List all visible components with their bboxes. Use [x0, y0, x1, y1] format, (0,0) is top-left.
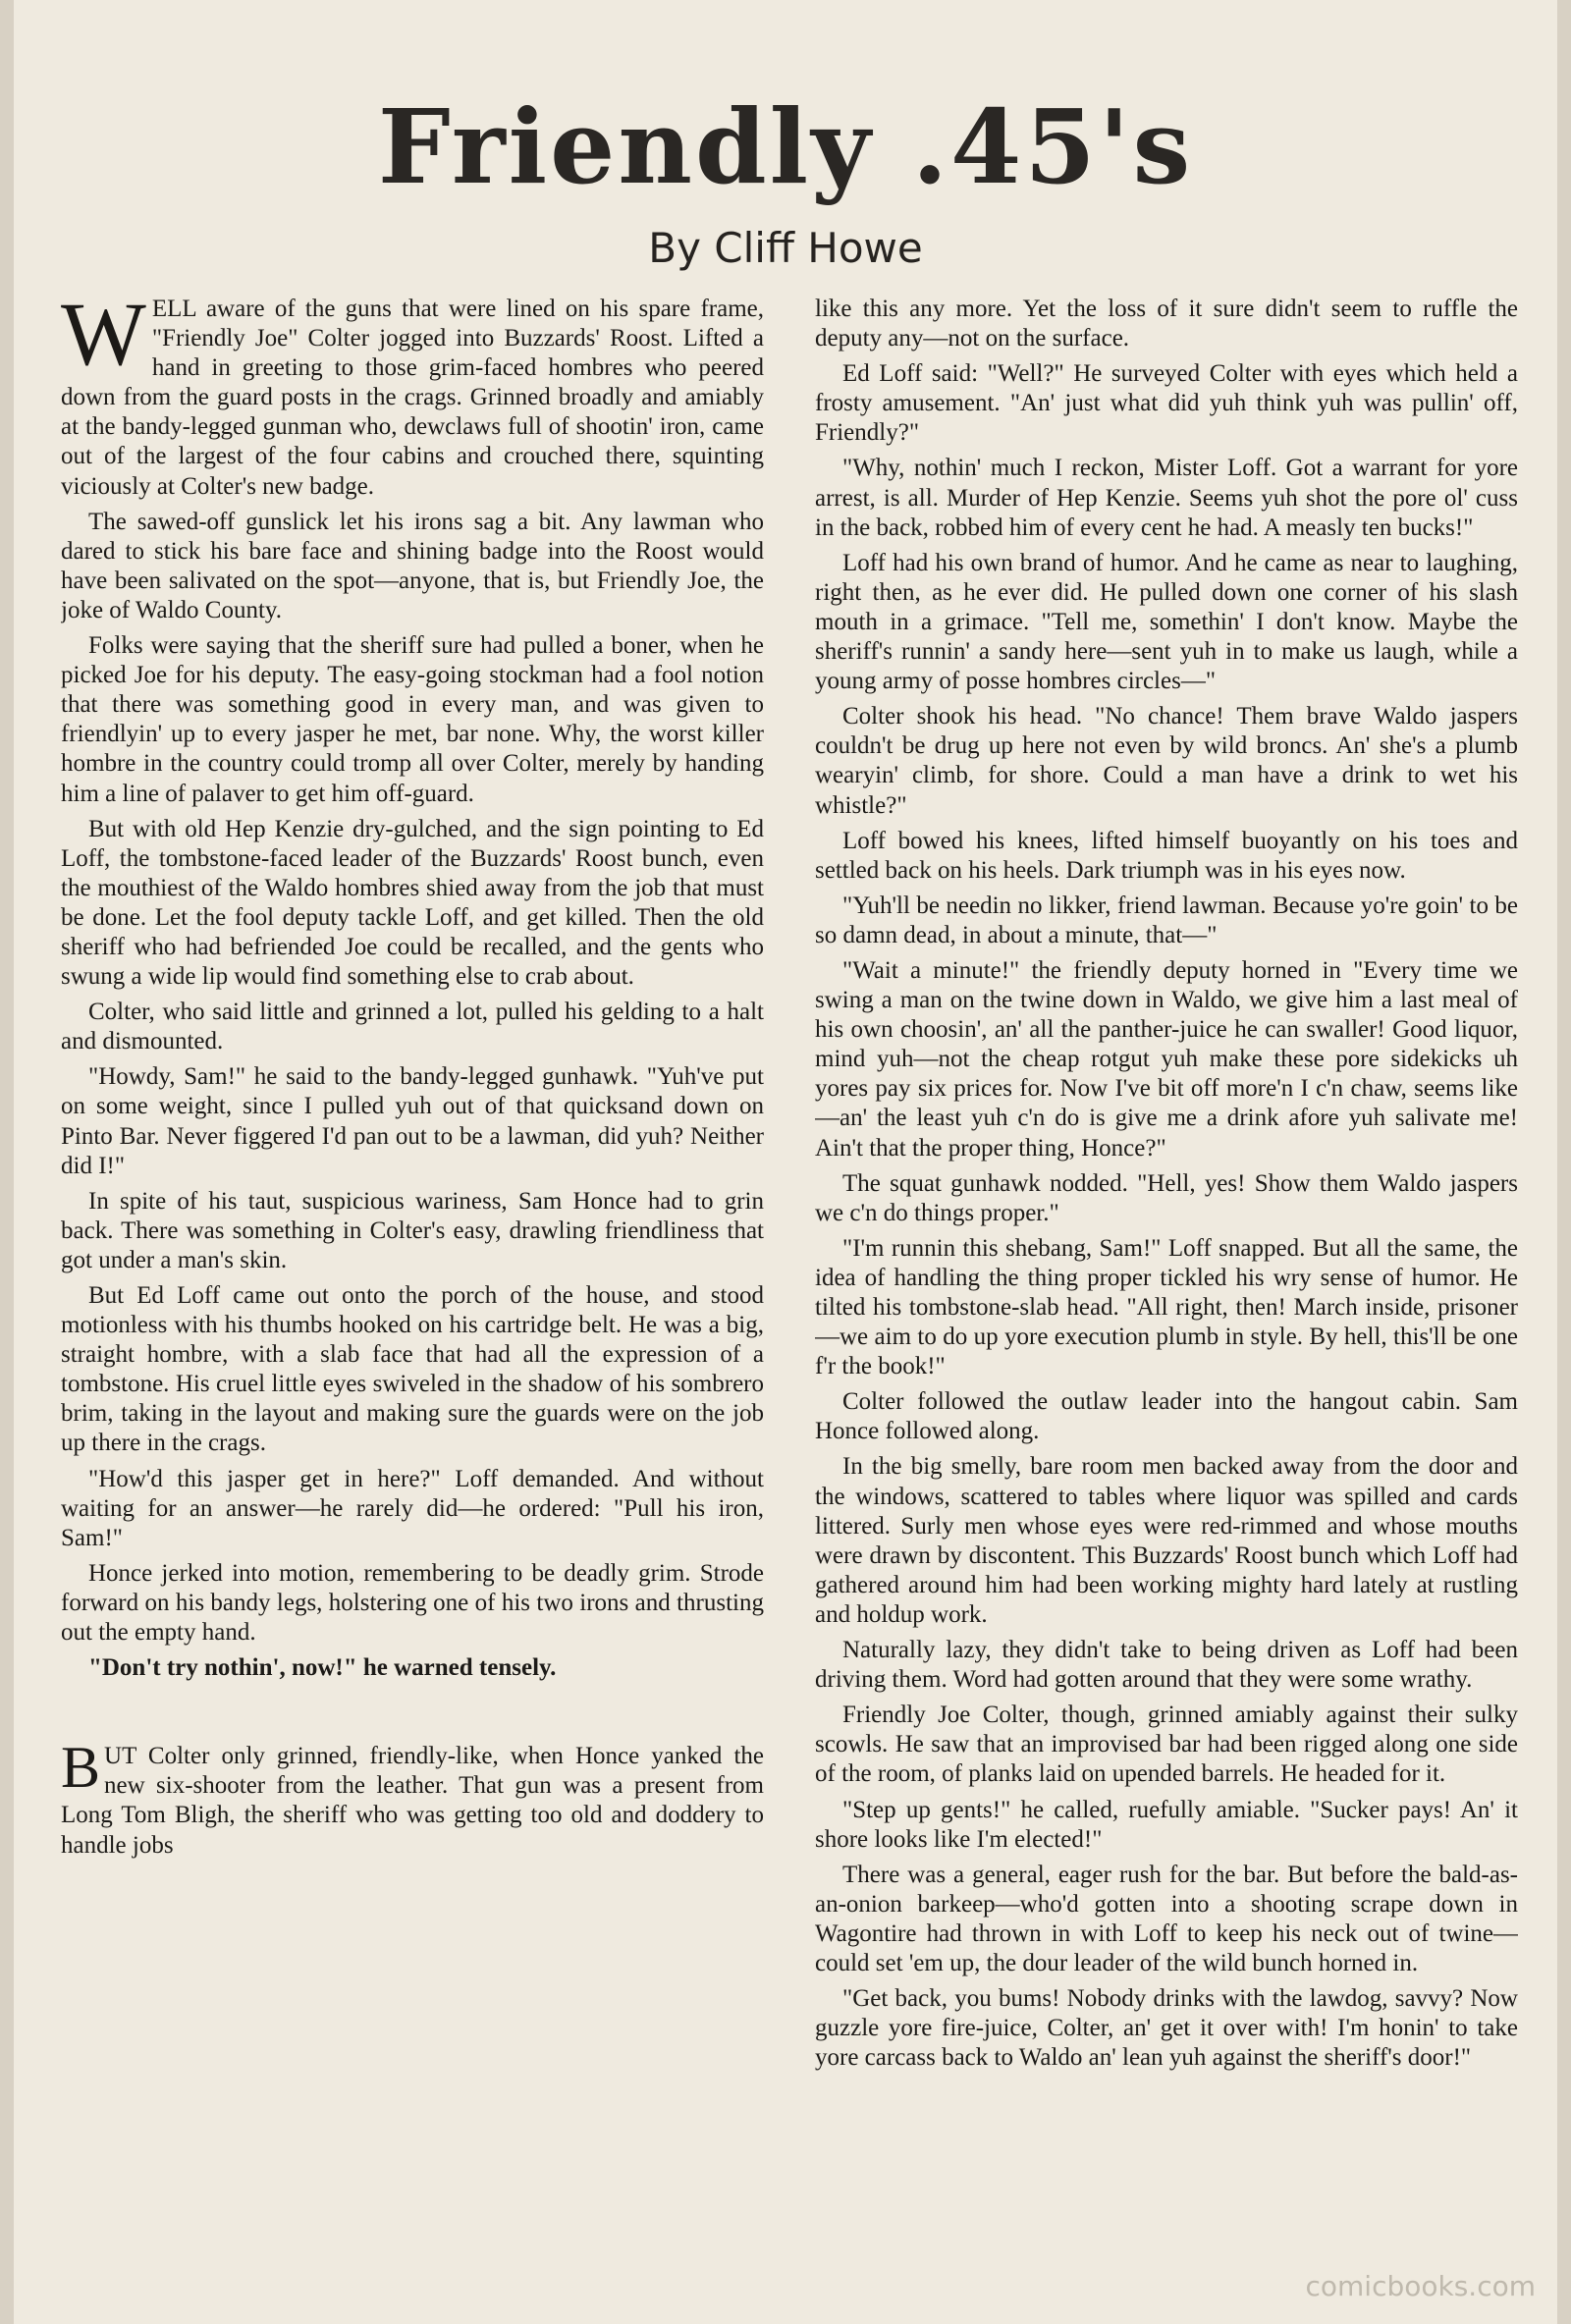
section-break — [61, 1689, 764, 1742]
paragraph: Naturally lazy, they didn't take to being driven as Loff had been driving them. Word had gotten around that they were some wrathy. — [815, 1637, 1518, 1694]
paragraph: "Get back, you bums! Nobody drinks with the lawdog, savvy? Now guzzle yore fire-juice, Colter, an' get it over with! I'm honin' to take yore carcass back to Waldo an' lean yuh against the sheriff's door!" — [815, 1985, 1518, 2072]
story-byline: By Cliff Howe — [648, 224, 923, 272]
paragraph: Honce jerked into motion, remembering to be deadly grim. Strode forward on his bandy legs, holstering one of his two irons and thrusting out the empty hand. — [61, 1559, 764, 1647]
paragraph: Ed Loff said: "Well?" He surveyed Colter with eyes which held a frosty amusement. "An' just what did yuh think yuh was pullin' off, Friendly?" — [815, 360, 1518, 447]
paragraph: But with old Hep Kenzie dry-gulched, and the sign pointing to Ed Loff, the tombstone-faced leader of the Buzzards' Roost bunch, even the mouthiest of the Waldo hombres shied away from the job that must be done. Let the fool deputy tackle Loff, and get killed. Then the old sheriff who had befriended Joe could be recalled, and the gents who swung a wide lip would find something else to crab about. — [61, 815, 764, 991]
paragraph: Friendly Joe Colter, though, grinned amiably against their sulky scowls. He saw that an improvised bar had been rigged along one side of the room, of planks laid on upended barrels. He headed for it. — [815, 1702, 1518, 1788]
paragraph: Colter shook his head. "No chance! Them brave Waldo jaspers couldn't be drug up here not even by wild broncs. An' she's a plumb wearyin' climb, for shore. Could a man have a drink to wet his whistle?" — [815, 703, 1518, 819]
left-column — [61, 295, 764, 2288]
paragraph: There was a general, eager rush for the bar. But before the bald-as-an-onion barkeep—who'd gotten into a shooting scrape down in Wagontire had thrown in with Loff to keep his neck out of twine—could set 'em up, the dour leader of the wild bunch horned in. — [815, 1861, 1518, 1976]
paragraph-text: UT Colter only grinned, friendly-like, when Honce yanked the new six-shooter from the leather. That gun was a present from Long Tom Bligh, the sheriff who was getting too old and doddery to handle jobs — [61, 1743, 764, 1859]
paragraph: "Wait a minute!" the friendly deputy horned in "Every time we swing a man on the twine down in Waldo, we give him a last meal of his own choosin', an' all the panther-juice he can swaller! Good liquor, mind yuh—not the cheap rotgut yuh make these pore sidekicks uh yores pay six prices for. Now I've bit off more'n I c'n chaw, seems like—an' the least yuh c'n do is give me a drink afore yuh salivate me! Ain't that the proper thing, Honce?" — [815, 956, 1518, 1162]
right-column — [815, 295, 1518, 2288]
paragraph-text: ELL aware of the guns that were lined on his spare frame, "Friendly Joe" Colter jogged into Buzzards' Roost. Lifted a hand in greeting to those grim-faced hombres who peered down from the guard posts in the crags. Grinned broadly and amiably at the bandy-legged gunman who, dewclaws full of shootin' iron, came out of the largest of the four cabins and crouched there, squinting viciously at Colter's new badge. — [61, 296, 764, 500]
paragraph: "I'm runnin this shebang, Sam!" Loff snapped. But all the same, the idea of handling the thing proper tickled his wry sense of humor. He tilted his tombstone-slab head. "All right, then! March inside, prisoner—we aim to do up yore execution plumb in style. By hell, this'll be one f'r the book!" — [815, 1234, 1518, 1380]
paragraph: Colter, who said little and grinned a lot, pulled his gelding to a halt and dismounted. — [61, 999, 764, 1055]
paragraph: "Yuh'll be needin no likker, friend lawman. Because yo're goin' to be so damn dead, in about a minute, that—" — [815, 892, 1518, 948]
paragraph: "Why, nothin' much I reckon, Mister Loff. Got a warrant for yore arrest, is all. Murder of Hep Kenzie. Seems yuh shot the pore ol' cuss in the back, robbed him of every cent he had. A measly ten bucks!" — [815, 455, 1518, 541]
paragraph: In spite of his taut, suspicious wariness, Sam Honce had to grin back. There was something in Colter's easy, drawling friendliness that got under a man's skin. — [61, 1187, 764, 1273]
drop-cap: W — [61, 295, 146, 384]
paragraph: The sawed-off gunslick let his irons sag a bit. Any lawman who dared to stick his bare face and shining badge into the Roost would have been salivated on the spot—anyone, that is, but Friendly Joe, the joke of Waldo County. — [61, 508, 764, 623]
paragraph: "Howdy, Sam!" he said to the bandy-legged gunhawk. "Yuh've put on some weight, since I pulled yuh out of that quicksand down on Pinto Bar. Never figgered I'd pan out to be a lawman, did yuh? Neither did I!" — [61, 1063, 764, 1179]
paragraph: Loff had his own brand of humor. And he came as near to laughing, right then, as he ever did. He pulled down one corner of his slash mouth in a grimace. "Tell me, somethin' I don't know. Maybe the sheriff's runnin' a sandy here—sent yuh in to make us laugh, while a young army of posse hombres circles—" — [815, 549, 1518, 695]
paragraph: Folks were saying that the sheriff sure had pulled a boner, when he picked Joe for his deputy. The easy-going stockman had a fool notion that there was something good in every man, and was given to friendlyin' up to every jasper he met, bar none. Why, the worst killer hombre in the country could tromp all over Colter, merely by handing him a line of palaver to get him off-guard. — [61, 632, 764, 807]
page-edge-right — [1557, 0, 1571, 2324]
watermark: comicbooks.com — [1305, 2270, 1536, 2302]
paragraph — [61, 1735, 764, 1860]
paragraph: But Ed Loff came out onto the porch of the house, and stood motionless with his thumbs hooked on his cartridge belt. He was a big, straight hombre, with a slab face that had all the expression of a tombstone. His cruel little eyes swiveled in the shadow of his sombrero brim, taking in the layout and making sure the guards were on the job up there in the crags. — [61, 1282, 764, 1457]
paragraph: like this any more. Yet the loss of it sure didn't seem to ruffle the deputy any—not on the surface. — [815, 296, 1518, 352]
page-edge-left — [0, 0, 14, 2324]
paragraph: Colter followed the outlaw leader into the hangout cabin. Sam Honce followed along. — [815, 1388, 1518, 1445]
paragraph: In the big smelly, bare room men backed away from the door and the windows, scattered to tables where liquor was spilled and cards littered. Surly men whose eyes were red-rimmed and whose mouths were drawn by discontent. This Buzzards' Roost bunch which Loff had gathered around him had been working mighty hard lately at rustling and holdup work. — [815, 1453, 1518, 1628]
story-title: Friendly .45's — [377, 86, 1194, 207]
paragraph: "Don't try nothin', now!" he warned tensely. — [88, 1654, 557, 1682]
drop-cap: B — [61, 1735, 101, 1801]
paragraph: "How'd this jasper get in here?" Loff demanded. And without waiting for an answer—he rarely did—he ordered: "Pull his iron, Sam!" — [61, 1465, 764, 1551]
paragraph: "Step up gents!" he called, ruefully amiable. "Sucker pays! An' it shore looks like I'm elected!" — [815, 1796, 1518, 1853]
paragraph — [61, 295, 764, 502]
paragraph: The squat gunhawk nodded. "Hell, yes! Show them Waldo jaspers we c'n do things proper." — [815, 1169, 1518, 1226]
paragraph: Loff bowed his knees, lifted himself buoyantly on his toes and settled back on his heels. Dark triumph was in his eyes now. — [815, 827, 1518, 884]
